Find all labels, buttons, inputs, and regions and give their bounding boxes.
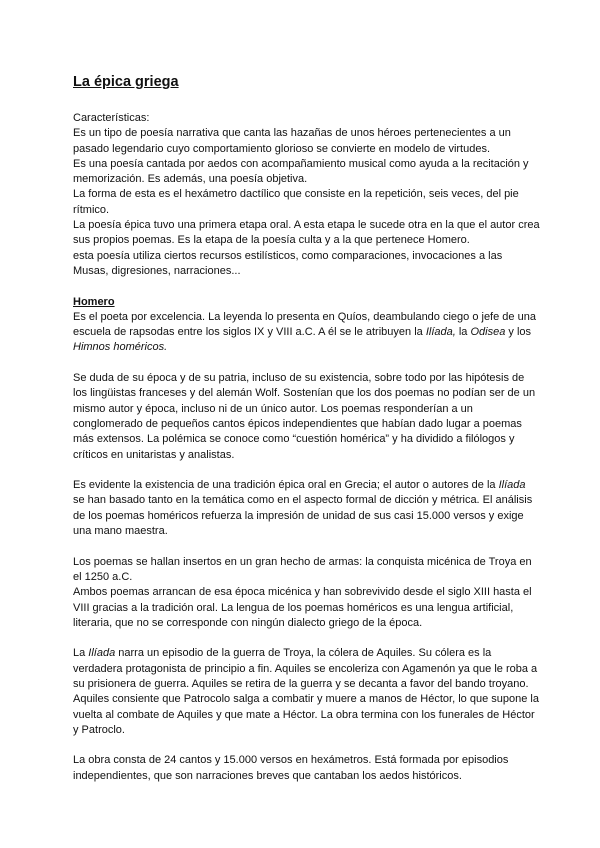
intro-paragraph-5: esta poesía utiliza ciertos recursos estilísticos, como comparaciones, invocaciones a las Musas, digresiones, narraciones... <box>73 249 503 277</box>
text-run: Es el poeta por excelencia. La leyenda lo presenta en Quíos, deambulando ciego o jefe de una escuela de rapsodas entre los siglos IX y VIII a.C. A él se le atribuyen la <box>73 310 536 339</box>
text-run: se han basado tanto en la temática como en el aspecto formal de dicción y métrica. El análisis de los poemas homéricos refuerza la impresión de unidad de sus casi 15.000 versos y exige una mano maestra. <box>73 494 533 538</box>
homero-paragraph-1 <box>73 310 540 356</box>
spacer <box>73 463 540 478</box>
page-title: La épica griega <box>73 74 179 90</box>
homero-paragraph-2: Se duda de su época y de su patria, incluso de su existencia, sobre todo por las hipótesis de los lingüistas franceses y del alemán Wolf. Sostenían que los dos poemas no podían ser de un mismo autor y época, incluso ni de un único autor. Los poemas responderían a un conglomerado de pequeños cantos épicos independientes que habían dado lugar a poemas más extensos. La polémica se conoce como “cuestión homérica” y ha dividido a filólogos y críticos en unitaristas y analistas. <box>73 372 536 461</box>
text-run: La <box>73 647 89 660</box>
homero-paragraph-3 <box>73 478 540 539</box>
intro-paragraph-1: Es un tipo de poesía narrativa que canta las hazañas de unos héroes pertenecientes a un pasado legendario cuyo comportamiento glorioso se convierte en modelo de virtudes. <box>73 127 511 155</box>
italic-title-odisea: Odisea <box>470 326 506 339</box>
italic-title-iliada: Ilíada <box>498 479 526 492</box>
spacer <box>73 279 540 294</box>
text-run: y los <box>505 326 532 339</box>
homero-paragraph-7: La obra consta de 24 cantos y 15.000 versos en hexámetros. Está formada por episodios independientes, que son narraciones breves que cantaban los aedos históricos. <box>73 754 509 782</box>
intro-paragraph-3: La forma de esta es el hexámetro dactílico que consiste en la repetición, seis veces, del pie rítmico. <box>73 188 519 216</box>
spacer <box>73 631 540 646</box>
spacer <box>73 738 540 753</box>
spacer <box>73 356 540 371</box>
intro-paragraph-4: La poesía épica tuvo una primera etapa oral. A esta etapa le sucede otra en la que el autor crea sus propios poemas. Es la etapa de la poesía culta y a la que pertenece Homero. <box>73 219 540 247</box>
text-run: la <box>455 326 471 339</box>
italic-title-himnos: Himnos homéricos. <box>73 341 168 354</box>
section-heading-homero: Homero <box>73 295 115 308</box>
characteristics-label: Características: <box>73 112 150 124</box>
spacer <box>73 539 540 554</box>
italic-title-iliada: Ilíada, <box>425 326 456 339</box>
homero-paragraph-5: Ambos poemas arrancan de esa época micénica y han sobrevivido desde el siglo XIII hasta el VIII gracias a la tradición oral. La lengua de los poemas homéricos es una lengua artificial, literaria, que no se corresponde con ningún dialecto griego de la época. <box>73 586 532 629</box>
homero-paragraph-6 <box>73 646 540 738</box>
homero-paragraph-4: Los poemas se hallan insertos en un gran hecho de armas: la conquista micénica de Troya en el 1250 a.C. <box>73 555 532 583</box>
intro-paragraph-2: Es una poesía cantada por aedos con acompañamiento musical como ayuda a la recitación y memorización. Es además, una poesía objetiva. <box>73 157 529 186</box>
italic-title-iliada: Ilíada <box>88 647 116 660</box>
text-run: Es evidente la existencia de una tradición épica oral en Grecia; el autor o autores de la <box>73 479 499 492</box>
text-run: narra un episodio de la guerra de Troya, la cólera de Aquiles. Su cólera es la verdadera protagonista de principio a fin. Aquiles se encoleriza con Agamenón ya que le roba a su prisionera de guerra. Aquiles se retira de la guerra y se decanta a favor del bando troyano. Aquiles consiente que Patrocolo salga a combatir y muere a manos de Héctor, lo que supone la vuelta al combate de Aquiles y que mate a Héctor. La obra termina con los funerales de Héctor y Patroclo. <box>73 647 539 736</box>
